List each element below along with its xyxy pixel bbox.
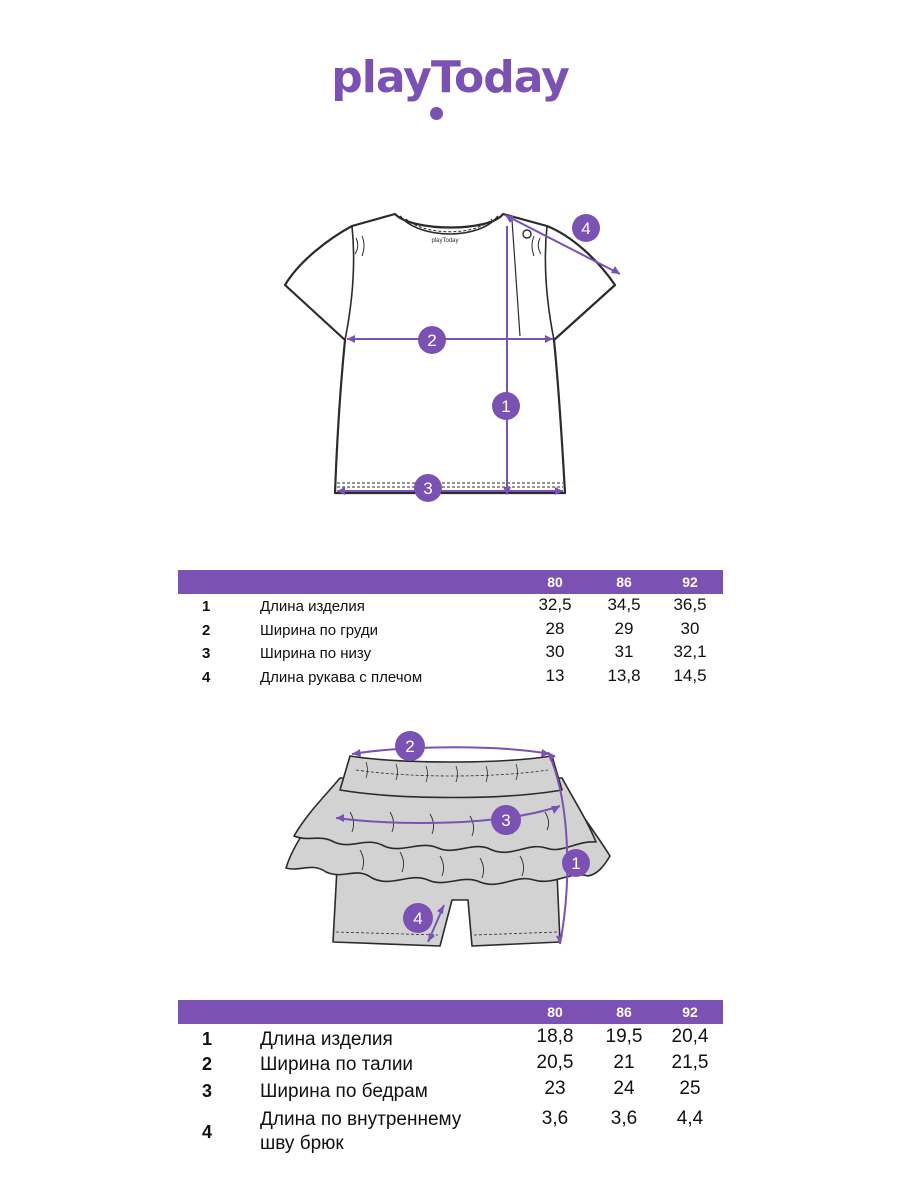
size-table-bottom-header (178, 1000, 723, 1024)
row-label: Ширина по низу (260, 645, 372, 662)
row-label: Ширина по груди (260, 621, 379, 639)
size-header: 92 (682, 574, 698, 590)
skirt-shorts-diagram (270, 720, 630, 960)
table-row (178, 665, 723, 689)
row-label-line1: Длина по внутреннему (260, 1109, 462, 1130)
row-value: 14,5 (673, 665, 707, 685)
brand-logo-text: playToday (331, 52, 569, 103)
skirt-marker-3 (491, 805, 521, 835)
row-number: 4 (202, 1122, 213, 1142)
row-number: 3 (202, 645, 211, 662)
row-value: 13 (545, 665, 565, 685)
row-value: 29 (614, 618, 634, 638)
row-label: Длина изделия (260, 598, 365, 615)
row-label: Длина рукава с плечом (260, 668, 423, 686)
row-value: 24 (613, 1078, 635, 1099)
size-header: 86 (616, 574, 632, 590)
row-number: 4 (202, 668, 211, 686)
row-number: 2 (202, 621, 211, 639)
svg-text:1: 1 (501, 397, 511, 416)
table-row (178, 1106, 723, 1156)
row-value: 32,5 (538, 595, 572, 614)
row-value: 36,5 (673, 595, 707, 614)
svg-text:1: 1 (571, 854, 581, 873)
row-value: 30 (680, 618, 700, 638)
svg-text:3: 3 (501, 811, 511, 830)
size-header: 92 (682, 1004, 698, 1020)
tshirt-marker-1 (492, 392, 520, 420)
table-row (178, 1078, 723, 1106)
svg-text:2: 2 (405, 737, 415, 756)
row-value: 4,4 (676, 1108, 704, 1129)
table-row (178, 1052, 723, 1078)
svg-text:4: 4 (413, 909, 423, 928)
row-value: 3,6 (610, 1108, 638, 1129)
row-value: 21 (613, 1052, 635, 1073)
table-row (178, 1024, 723, 1052)
row-number: 3 (202, 1081, 213, 1101)
row-value: 3,6 (541, 1108, 569, 1129)
size-header: 80 (547, 1004, 563, 1020)
svg-text:3: 3 (423, 479, 433, 498)
tshirt-diagram (270, 200, 650, 520)
row-value: 32,1 (673, 642, 707, 661)
tshirt-marker-4 (572, 214, 600, 242)
skirt-marker-2 (395, 731, 425, 761)
size-header: 80 (547, 574, 563, 590)
row-label-line2: шву брюк (260, 1133, 344, 1154)
tshirt-label-tag: playToday (431, 238, 459, 244)
row-value: 19,5 (605, 1026, 643, 1047)
table-row (178, 618, 723, 642)
row-number: 2 (202, 1054, 213, 1074)
tshirt-outline (285, 214, 615, 493)
row-value: 23 (544, 1078, 566, 1099)
skirt-marker-4 (403, 903, 433, 933)
row-label: Ширина по талии (260, 1054, 414, 1075)
size-table-bottom (178, 1000, 723, 1156)
row-value: 30 (545, 642, 565, 661)
tshirt-marker-3 (414, 474, 442, 502)
svg-text:2: 2 (427, 331, 437, 350)
row-value: 31 (614, 642, 634, 661)
brand-logo-dot (430, 107, 443, 120)
row-value: 25 (679, 1078, 701, 1099)
size-table-top-header (178, 570, 723, 594)
table-row (178, 641, 723, 665)
row-value: 13,8 (607, 665, 641, 685)
row-value: 34,5 (607, 595, 641, 614)
row-value: 28 (545, 618, 565, 638)
tshirt-marker-2 (418, 326, 446, 354)
row-value: 18,8 (536, 1026, 574, 1047)
row-number: 1 (202, 1029, 213, 1049)
row-label: Ширина по бедрам (260, 1081, 428, 1102)
row-number: 1 (202, 598, 211, 615)
svg-text:4: 4 (581, 219, 591, 238)
row-label: Длина изделия (260, 1029, 393, 1050)
row-value: 20,4 (671, 1026, 709, 1047)
skirt-marker-1 (562, 849, 590, 877)
skirt-waistband (340, 756, 562, 798)
row-value: 21,5 (671, 1052, 709, 1073)
brand-logo (0, 52, 900, 103)
size-header: 86 (616, 1004, 632, 1020)
size-table-top (178, 570, 723, 688)
table-row (178, 594, 723, 618)
row-value: 20,5 (536, 1052, 574, 1073)
